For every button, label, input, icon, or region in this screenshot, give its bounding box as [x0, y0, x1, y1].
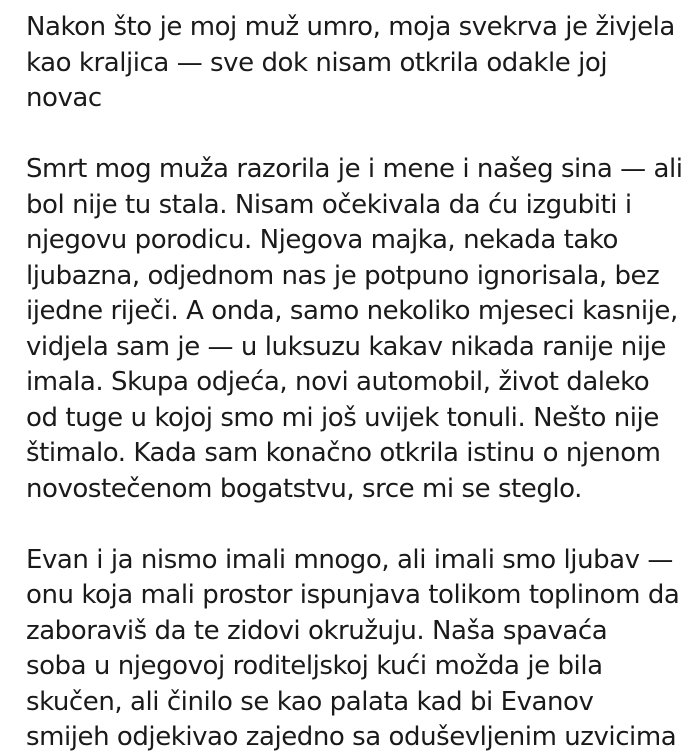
paragraph-line: novostečenom bogatstvu, srce mi se steglo. — [26, 473, 582, 504]
paragraph-gap — [26, 117, 682, 153]
paragraph-line: ljubazna, odjednom nas je potpuno ignorisala, bez — [26, 260, 660, 291]
paragraph-line: imala. Skupa odjeća, novi automobil, život daleko — [26, 367, 650, 397]
post-title-line: Nakon što je moj muž umro, moja svekrva je živjela — [26, 12, 675, 42]
paragraph-line: Evan i ja nismo imali mnogo, ali imali smo ljubav — — [26, 544, 673, 575]
paragraph-line: njegovu porodicu. Njegova majka, nekada tako — [26, 225, 618, 255]
paragraph-line: od tuge u kojoj smo mi još uvijek tonuli. Nešto nije — [26, 402, 659, 433]
paragraph-line: smijeh odjekivao zajedno sa oduševljenim uzvicima — [26, 722, 677, 752]
paragraph-line: onu koja mali prostor ispunjava tolikom toplinom da — [26, 580, 680, 610]
paragraph-line: vidjela sam je — u luksuzu kakav nikada ranije nije — [26, 331, 666, 362]
paragraph-gap — [26, 507, 682, 543]
paragraph-line: štimalo. Kada sam konačno otkrila istinu o njenom — [26, 438, 661, 468]
post-title-line: kao kraljica — sve dok nisam otkrila odakle joj — [26, 47, 608, 78]
paragraph-line: bol nije tu stala. Nisam očekivala da ću izgubiti i — [26, 189, 632, 220]
paragraph-line: Smrt mog muža razorila je i mene i našeg sina — ali — [26, 154, 683, 184]
paragraph-line: skučen, ali činilo se kao palata kad bi Evanov — [26, 686, 594, 717]
paragraph-line: soba u njegovoj roditeljskoj kući možda je bila — [26, 651, 603, 681]
paragraph-line: ijedne riječi. A onda, samo nekoliko mjeseci kasnije, — [26, 296, 678, 326]
post-title-line: novac — [26, 83, 102, 113]
paragraph-line: zaboraviš da te zidovi okružuju. Naša spavaća — [26, 615, 608, 646]
